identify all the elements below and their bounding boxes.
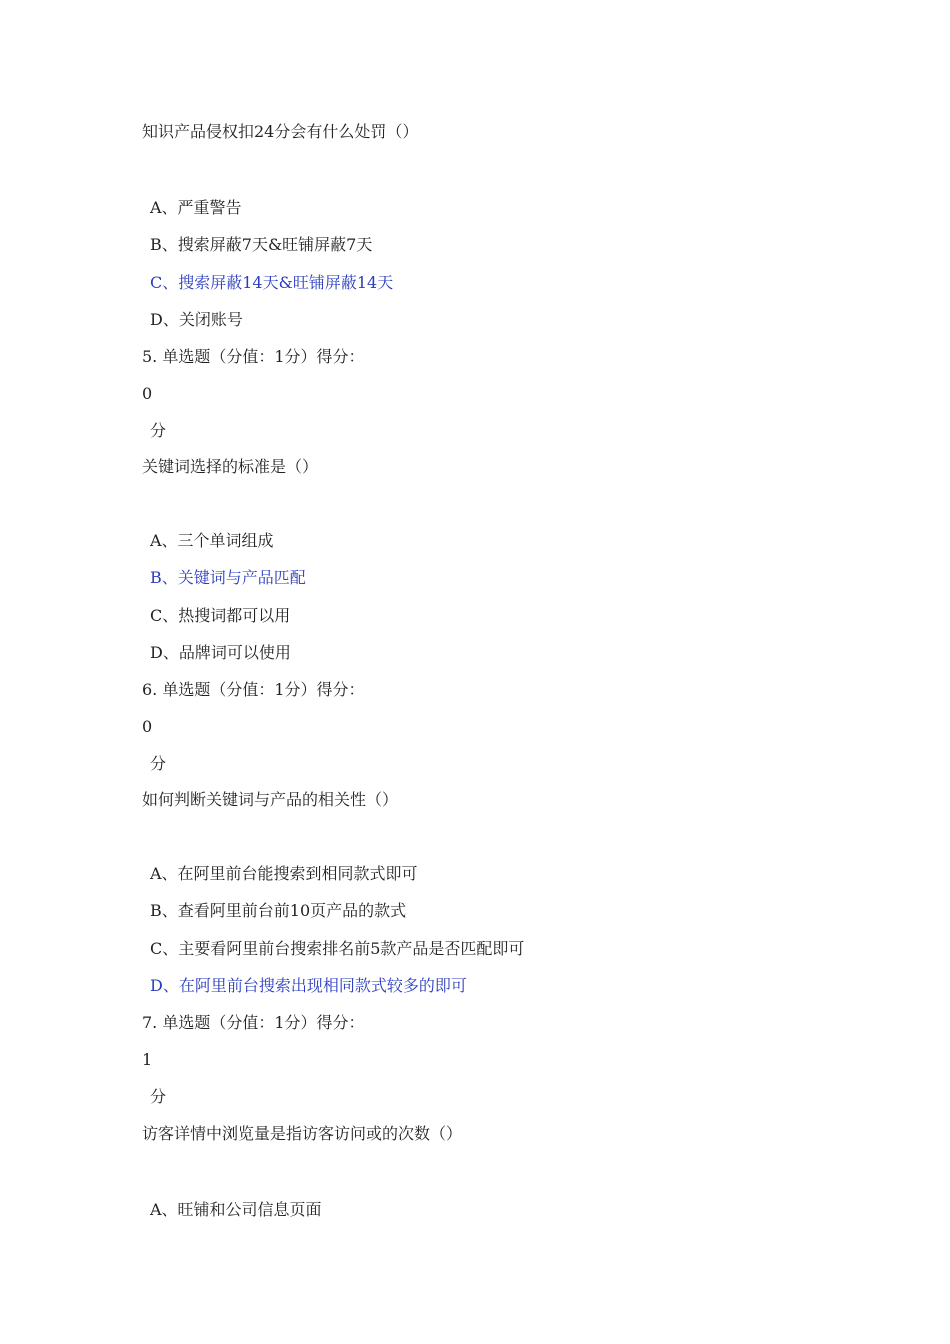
option-d-correct: D、在阿里前台搜索出现相同款式较多的即可 [150,976,467,995]
question-text: 如何判断关键词与产品的相关性（） [142,790,399,809]
question-text: 关键词选择的标准是（） [142,457,319,476]
option-a: A、旺铺和公司信息页面 [150,1200,322,1219]
score-value: 1 [142,1050,153,1069]
score-unit: 分 [150,754,167,773]
option-c-correct: C、搜索屏蔽14天&旺铺屏蔽14天 [150,273,394,292]
question-text: 知识产品侵权扣24分会有什么处罚（） [142,122,419,141]
option-b: B、查看阿里前台前10页产品的款式 [150,901,407,920]
option-c: C、主要看阿里前台搜索排名前5款产品是否匹配即可 [150,939,525,958]
option-a: A、在阿里前台能搜索到相同款式即可 [150,864,418,883]
score-unit: 分 [150,1087,167,1106]
question-text: 访客详情中浏览量是指访客访问或的次数（） [142,1124,463,1143]
question-header: 6. 单选题（分值：1分）得分： [142,680,365,699]
option-d: D、品牌词可以使用 [150,643,291,662]
option-d: D、关闭账号 [150,310,243,329]
option-b-correct: B、关键词与产品匹配 [150,568,306,587]
score-unit: 分 [150,421,167,440]
question-header: 7. 单选题（分值：1分）得分： [142,1013,365,1032]
option-b: B、搜索屏蔽7天&旺铺屏蔽7天 [150,235,373,254]
option-c: C、热搜词都可以用 [150,606,291,625]
option-a: A、三个单词组成 [150,531,274,550]
score-value: 0 [142,384,153,403]
option-a: A、严重警告 [150,198,242,217]
question-header: 5. 单选题（分值：1分）得分： [142,347,365,366]
score-value: 0 [142,717,153,736]
